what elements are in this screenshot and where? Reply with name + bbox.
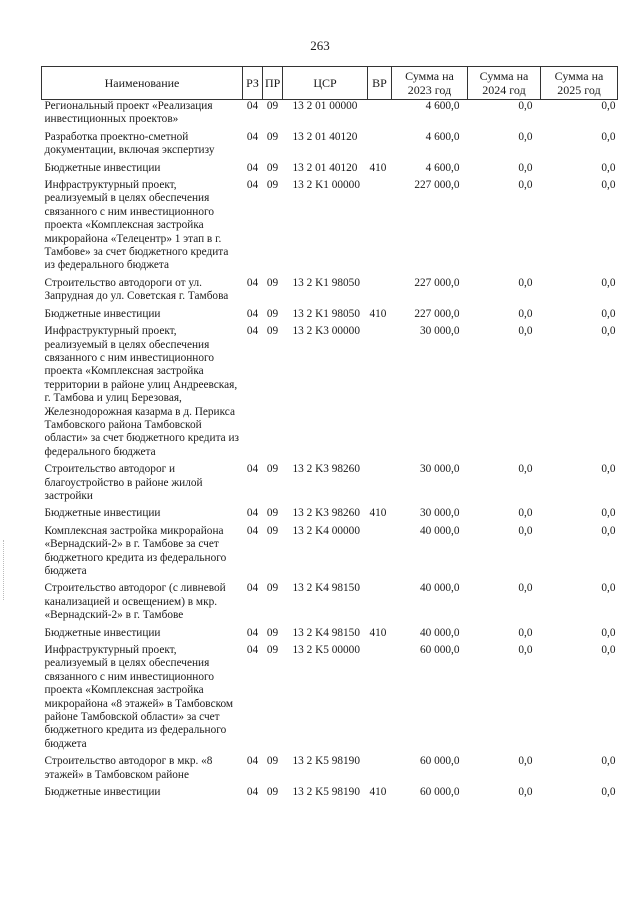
cell-rz: 04	[246, 161, 259, 174]
cell-sum-2023: 227 000,0	[414, 276, 460, 289]
table-row	[42, 463, 618, 507]
cell-sum-2023: 30 000,0	[419, 325, 460, 338]
cell-sum-2024: 0,0	[518, 276, 533, 289]
cell-sum-2025: 0,0	[601, 307, 616, 320]
cell-csr: 13 2 K5 98190	[292, 786, 360, 799]
cell-csr: 13 2 K1 00000	[292, 179, 360, 192]
table-row	[42, 627, 618, 644]
header-sum-2024: Сумма на 2024 год	[468, 67, 541, 100]
cell-name: Инфраструктурный проект, реализуемый в целях обеспечения связанного с ним инвестиционного проекта «Комплексная застройка микрорайона «Телецентр» 1 этап в г. Тамбове» за счет бюджетного кредита из федерального бюджета	[44, 179, 229, 272]
cell-pr: 09	[266, 524, 279, 537]
cell-name: Комплексная застройка микрорайона «Вернадский-2» в г. Тамбове за счет бюджетного кредита из федерального бюджета	[44, 524, 227, 577]
cell-csr: 13 2 K3 98260	[292, 463, 360, 476]
cell-rz: 04	[246, 524, 259, 537]
cell-csr: 13 2 K5 00000	[292, 644, 360, 657]
cell-vr	[368, 463, 392, 507]
cell-name: Бюджетные инвестиции	[44, 307, 161, 320]
cell-sum-2025: 0,0	[601, 626, 616, 639]
cell-vr	[368, 100, 392, 131]
cell-vr: 410	[369, 161, 387, 174]
cell-sum-2024: 0,0	[518, 507, 533, 520]
cell-pr: 09	[266, 179, 279, 192]
cell-vr	[368, 277, 392, 308]
cell-sum-2025: 0,0	[601, 161, 616, 174]
cell-name: Строительство автодорог в мкр. «8 этажей» в Тамбовском районе	[44, 755, 213, 781]
cell-pr: 09	[266, 325, 279, 338]
cell-sum-2023: 60 000,0	[419, 755, 460, 768]
cell-sum-2025: 0,0	[601, 582, 616, 595]
cell-sum-2025: 0,0	[601, 644, 616, 657]
cell-pr: 09	[266, 100, 279, 112]
header-vr: ВР	[368, 67, 392, 100]
cell-csr: 13 2 K3 00000	[292, 325, 360, 338]
cell-sum-2025: 0,0	[601, 276, 616, 289]
cell-pr: 09	[266, 161, 279, 174]
cell-name: Региональный проект «Реализация инвестиционных проектов»	[44, 100, 213, 126]
header-name: Наименование	[42, 67, 243, 100]
table-row	[42, 179, 618, 277]
cell-sum-2024: 0,0	[518, 325, 533, 338]
cell-sum-2024: 0,0	[518, 626, 533, 639]
table-row	[42, 100, 618, 131]
table-row	[42, 162, 618, 179]
cell-sum-2023: 40 000,0	[419, 582, 460, 595]
cell-sum-2023: 4 600,0	[425, 130, 460, 143]
cell-name: Разработка проектно-сметной документации, включая экспертизу	[44, 130, 215, 157]
cell-csr: 13 2 K4 98150	[292, 626, 360, 639]
cell-sum-2023: 4 600,0	[425, 161, 460, 174]
table-row	[42, 582, 618, 626]
cell-vr: 410	[369, 786, 387, 799]
cell-sum-2024: 0,0	[518, 179, 533, 192]
cell-sum-2024: 0,0	[518, 786, 533, 799]
cell-sum-2023: 30 000,0	[419, 507, 460, 520]
cell-pr: 09	[266, 582, 279, 595]
cell-sum-2024: 0,0	[518, 524, 533, 537]
cell-name: Строительство автодорог (с ливневой канализацией и освещением) в мкр. «Вернадский-2» в г. Тамбове	[44, 582, 226, 622]
header-row	[42, 67, 618, 100]
cell-pr: 09	[266, 626, 279, 639]
cell-sum-2025: 0,0	[601, 507, 616, 520]
cell-sum-2023: 40 000,0	[419, 626, 460, 639]
cell-pr: 09	[266, 507, 279, 520]
cell-sum-2023: 60 000,0	[419, 786, 460, 799]
cell-sum-2024: 0,0	[518, 307, 533, 320]
cell-rz: 04	[246, 507, 259, 520]
table-row	[42, 507, 618, 524]
cell-pr: 09	[266, 644, 279, 657]
cell-csr: 13 2 K4 00000	[292, 524, 360, 537]
cell-rz: 04	[246, 755, 259, 768]
cell-sum-2024: 0,0	[518, 161, 533, 174]
header-csr: ЦСР	[283, 67, 368, 100]
header-sum-2025: Сумма на 2025 год	[541, 67, 618, 100]
cell-sum-2023: 30 000,0	[419, 463, 460, 476]
cell-name: Бюджетные инвестиции	[44, 507, 161, 520]
cell-pr: 09	[266, 276, 279, 289]
cell-rz: 04	[246, 179, 259, 192]
budget-table	[41, 66, 618, 804]
cell-sum-2024: 0,0	[518, 755, 533, 768]
cell-vr	[368, 582, 392, 626]
cell-csr: 13 2 K1 98050	[292, 276, 360, 289]
cell-name: Бюджетные инвестиции	[44, 786, 161, 799]
header-sum-2023: Сумма на 2023 год	[392, 67, 468, 100]
cell-vr: 410	[369, 626, 387, 639]
table-row	[42, 755, 618, 786]
cell-sum-2023: 40 000,0	[419, 524, 460, 537]
scan-margin-mark	[3, 540, 6, 600]
cell-sum-2023: 60 000,0	[419, 644, 460, 657]
cell-name: Строительство автодороги от ул. Запрудная до ул. Советская г. Тамбова	[44, 276, 229, 303]
cell-rz: 04	[246, 325, 259, 338]
cell-csr: 13 2 01 00000	[292, 100, 358, 112]
table-row	[42, 131, 618, 162]
page-number: 263	[310, 38, 330, 53]
cell-name: Бюджетные инвестиции	[44, 626, 161, 639]
cell-sum-2023: 227 000,0	[414, 307, 460, 320]
cell-sum-2024: 0,0	[518, 582, 533, 595]
table-row	[42, 786, 618, 803]
cell-vr: 410	[369, 507, 387, 520]
cell-rz: 04	[246, 582, 259, 595]
cell-vr	[368, 644, 392, 755]
cell-sum-2023: 4 600,0	[425, 100, 460, 112]
cell-sum-2024: 0,0	[518, 130, 533, 143]
cell-rz: 04	[246, 626, 259, 639]
cell-sum-2023: 227 000,0	[414, 179, 460, 192]
cell-sum-2025: 0,0	[601, 463, 616, 476]
table-row	[42, 525, 618, 583]
cell-vr	[368, 325, 392, 463]
cell-rz: 04	[246, 463, 259, 476]
cell-name: Инфраструктурный проект, реализуемый в целях обеспечения связанного с ним инвестиционного проекта «Комплексная застройка микрорайона «8 этажей» в Тамбовском районе Тамбовской области» за счет бюджетного кредита из федерального бюджета	[44, 644, 234, 750]
cell-sum-2025: 0,0	[601, 179, 616, 192]
table-row	[42, 308, 618, 325]
cell-sum-2025: 0,0	[601, 755, 616, 768]
cell-sum-2024: 0,0	[518, 463, 533, 476]
cell-rz: 04	[246, 644, 259, 657]
cell-csr: 13 2 K5 98190	[292, 755, 360, 768]
cell-sum-2024: 0,0	[518, 644, 533, 657]
cell-rz: 04	[246, 276, 259, 289]
cell-vr	[368, 131, 392, 162]
cell-pr: 09	[266, 755, 279, 768]
cell-sum-2025: 0,0	[601, 524, 616, 537]
cell-vr: 410	[369, 307, 387, 320]
table-row	[42, 644, 618, 755]
cell-csr: 13 2 K4 98150	[292, 582, 360, 595]
cell-pr: 09	[266, 786, 279, 799]
cell-csr: 13 2 K1 98050	[292, 307, 360, 320]
cell-csr: 13 2 01 40120	[292, 130, 358, 143]
cell-sum-2025: 0,0	[601, 100, 616, 112]
cell-csr: 13 2 01 40120	[292, 161, 358, 174]
cell-sum-2025: 0,0	[601, 130, 616, 143]
cell-rz: 04	[246, 786, 259, 799]
cell-rz: 04	[246, 307, 259, 320]
cell-name: Строительство автодорог и благоустройство в районе жилой застройки	[44, 463, 203, 502]
cell-sum-2024: 0,0	[518, 100, 533, 112]
cell-name: Бюджетные инвестиции	[44, 161, 161, 174]
cell-rz: 04	[246, 130, 259, 143]
cell-csr: 13 2 K3 98260	[292, 507, 360, 520]
cell-pr: 09	[266, 130, 279, 143]
header-rz: РЗ	[243, 67, 263, 100]
cell-name: Инфраструктурный проект, реализуемый в целях обеспечения связанного с ним инвестиционного проекта «Комплексная застройка территории в районе улиц Андреевская, г. Тамбова и улиц Березовая, Железнодорожная казарма в д. Перикса Тамбовского района Тамбовской области» за счет бюджетного кредита из федерального бюджета	[44, 325, 239, 458]
cell-vr	[368, 755, 392, 786]
cell-vr	[368, 525, 392, 583]
table-row	[42, 325, 618, 463]
cell-rz: 04	[246, 100, 259, 112]
cell-sum-2025: 0,0	[601, 325, 616, 338]
cell-pr: 09	[266, 463, 279, 476]
table-row	[42, 277, 618, 308]
cell-pr: 09	[266, 307, 279, 320]
cell-vr	[368, 179, 392, 277]
cell-sum-2025: 0,0	[601, 786, 616, 799]
header-pr: ПР	[263, 67, 283, 100]
